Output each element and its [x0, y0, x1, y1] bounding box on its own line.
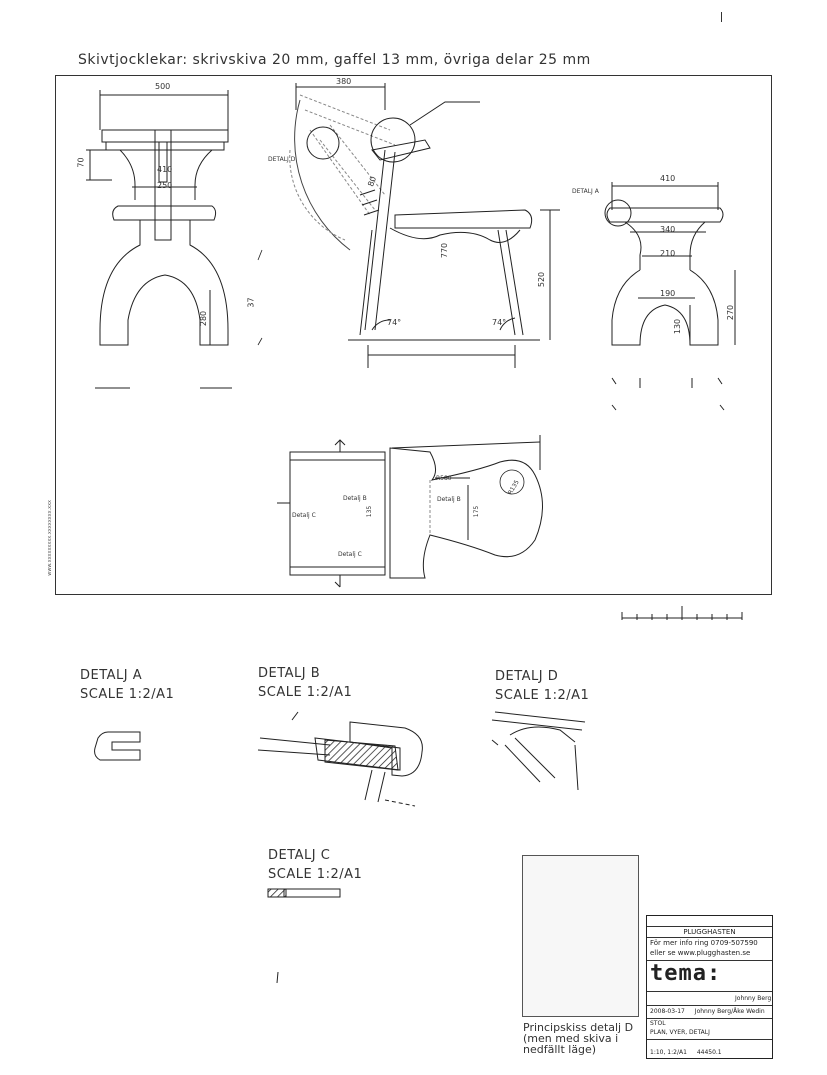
tb-info-1: För mer info ring 0709-507590 [650, 939, 758, 947]
dim-520: 520 [537, 271, 547, 288]
title-block [646, 915, 773, 1059]
tb-company: PLUGGHASTEN [647, 927, 772, 938]
tb-subtitle: PLAN, VYER, DETALJ [650, 1029, 710, 1036]
tb-number: 44450.1 [696, 1049, 722, 1056]
dim-190: 190 [660, 289, 676, 298]
detail-a-name: DETALJ A [80, 668, 143, 683]
detail-c-drawing [268, 889, 340, 897]
tb-drawn: Johnny Berg/Åke Wedin [694, 1008, 765, 1015]
dim-135: 135 [366, 505, 374, 518]
tb-scale: 1:10, 1:2/A1 [650, 1049, 687, 1056]
dim-front-top: 500 [155, 82, 171, 91]
tb-bottom-row [647, 1040, 772, 1060]
dim-front-leg: 280 [199, 310, 209, 327]
detail-c-name: DETALJ C [268, 848, 331, 863]
tb-designer: Johnny Berg [647, 992, 772, 1006]
detail-a-scale: SCALE 1:2/A1 [80, 687, 175, 702]
plan-view [277, 435, 543, 587]
label-detail-c-2: Detalj C [338, 551, 362, 558]
caption-line-2: (men med skiva i [523, 1032, 619, 1045]
detail-c-title [268, 846, 362, 884]
dim-130: 130 [673, 318, 683, 335]
detail-d-drawing [492, 712, 585, 790]
label-detail-a-ref: DETALJ A [572, 188, 599, 195]
side-view [290, 83, 560, 368]
detail-d-name: DETALJ D [495, 669, 559, 684]
dim-r580: R580 [436, 475, 452, 482]
dim-front-neck: 250 [157, 181, 173, 190]
tb-date-row [647, 1006, 772, 1019]
label-detail-c-1: Detalj C [292, 512, 316, 519]
detail-a-drawing [95, 732, 140, 760]
dim-175: 175 [473, 505, 481, 518]
scale-bar [622, 606, 742, 620]
dim-front-mid: 410 [157, 165, 173, 174]
angle-left: 74° [387, 318, 402, 327]
label-detail-b-1: Detalj B [343, 495, 367, 502]
dim-210: 210 [660, 249, 676, 258]
caption-line-3: nedfällt läge) [523, 1043, 597, 1056]
label-detail-d-ref: DETALJ D [268, 156, 296, 163]
dim-right-top: 410 [660, 174, 676, 183]
tb-logo-row [647, 961, 772, 992]
angle-right: 74° [492, 318, 507, 327]
principle-sketch-image [522, 855, 639, 1017]
tb-date: 2008-03-17 [650, 1008, 685, 1015]
tb-object-row [647, 1019, 772, 1040]
side-text: www.xxxxxxxxx.xxxxxxxx.xxx [47, 500, 53, 576]
detail-b-title [258, 664, 352, 702]
detail-a-title [80, 666, 174, 704]
dim-side-top: 380 [336, 77, 352, 86]
detail-d-scale: SCALE 1:2/A1 [495, 688, 590, 703]
detail-b-name: DETALJ B [258, 666, 321, 681]
dim-340: 340 [660, 225, 676, 234]
detail-d-title [495, 667, 589, 705]
tema-logo: tema: [650, 961, 722, 986]
detail-b-scale: SCALE 1:2/A1 [258, 685, 353, 700]
sketch-caption [523, 1022, 633, 1055]
drawing-title: Skivtjocklekar: skrivskiva 20 mm, gaffel 13 mm, övriga delar 25 mm [78, 52, 591, 68]
dim-770: 770 [440, 242, 450, 259]
dim-80: 80 [366, 175, 379, 188]
detail-c-scale: SCALE 1:2/A1 [268, 867, 363, 882]
detail-b-drawing [258, 712, 422, 806]
dim-front-left: 70 [76, 157, 86, 168]
tb-info-2: eller se www.plugghasten.se [650, 949, 751, 957]
front-view [86, 90, 262, 388]
label-detail-b-2: Detalj B [437, 496, 461, 503]
tb-info [647, 938, 772, 961]
dim-r135: R135 [506, 478, 521, 497]
caption-line-1: Principskiss detalj D [523, 1021, 634, 1034]
dim-270: 270 [726, 304, 736, 321]
dim-front-vertical: 37 [246, 297, 256, 308]
tb-top-row [647, 916, 772, 927]
tb-object: STOL [650, 1020, 666, 1027]
